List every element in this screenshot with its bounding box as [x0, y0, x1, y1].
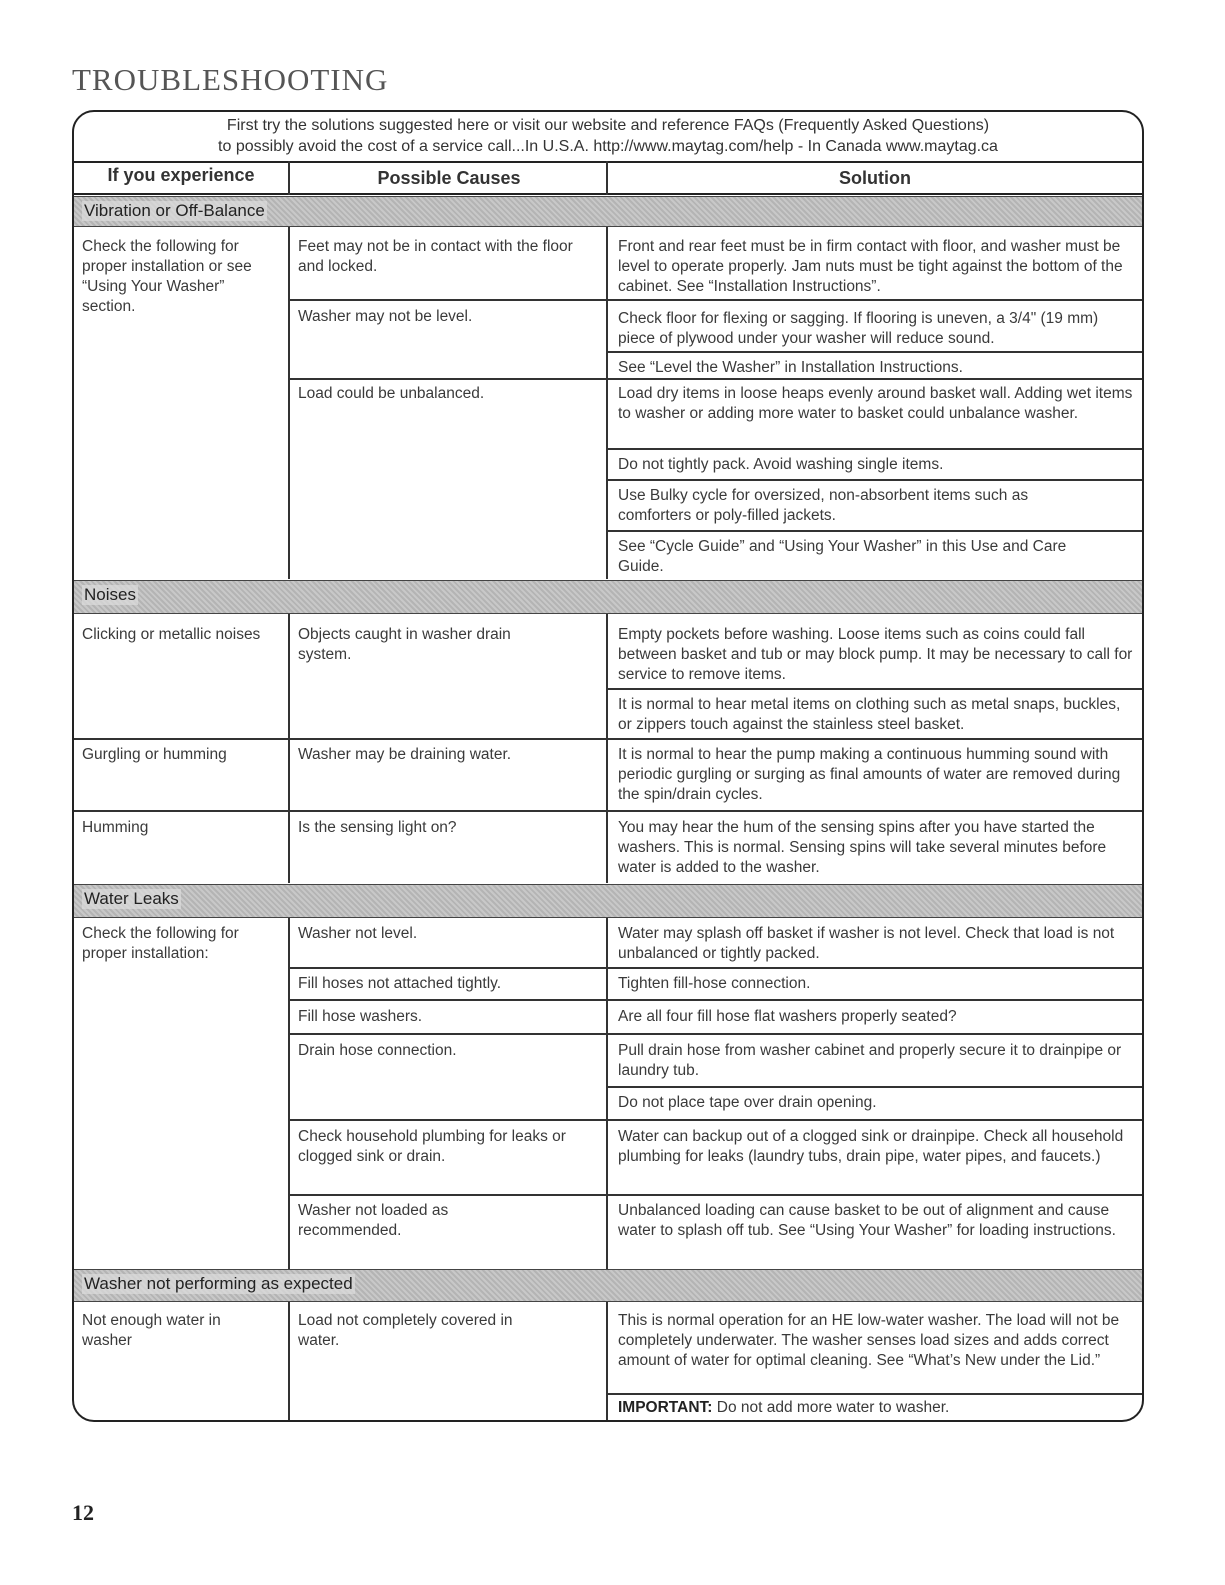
- important-text: Do not add more water to washer.: [712, 1399, 950, 1416]
- solution-cell: Water may splash off basket if washer is not level. Check that load is not unbalanced or tightly packed.: [618, 925, 1115, 962]
- page-number: 12: [72, 1500, 94, 1525]
- solution-cell: It is normal to hear metal items on clothing such as metal snaps, buckles, or zippers touch against the stainless steel basket.: [618, 696, 1121, 733]
- row-divider: [606, 351, 1142, 353]
- experience-cell: Not enough water in washer: [82, 1312, 221, 1349]
- row-divider: [288, 299, 606, 301]
- section-performance-label: Washer not performing as expected: [84, 1274, 353, 1293]
- row-divider: [74, 810, 1142, 812]
- important-note: [618, 1398, 1138, 1418]
- row-divider: [606, 530, 1142, 532]
- row-divider: [74, 738, 1142, 740]
- solution-cell: Empty pockets before washing. Loose items such as coins could fall between basket and tub or may block pump. It may be necessary to call for service to remove items.: [618, 626, 1133, 683]
- intro-text: [74, 115, 1142, 157]
- solution-cell: Tighten fill-hose connection.: [618, 975, 811, 992]
- solution-cell: Pull drain hose from washer cabinet and properly secure it to drainpipe or laundry tub.: [618, 1042, 1122, 1079]
- row-divider: [606, 479, 1142, 481]
- row-divider: [288, 1194, 1142, 1196]
- row-divider: [288, 1119, 1142, 1121]
- column-divider: [288, 161, 290, 195]
- cause-cell: Is the sensing light on?: [298, 819, 457, 836]
- intro-line-1: First try the solutions suggested here or visit our website and reference FAQs (Frequently Asked Questions): [226, 117, 990, 134]
- section-vibration-label: Vibration or Off-Balance: [84, 201, 265, 220]
- column-divider: [288, 918, 290, 1269]
- row-divider: [288, 999, 1142, 1001]
- column-divider: [606, 918, 608, 1269]
- cause-cell: Load not completely covered in water.: [298, 1312, 513, 1349]
- cause-cell: Fill hose washers.: [298, 1008, 423, 1025]
- cause-cell: Objects caught in washer drain system.: [298, 626, 511, 663]
- section-vibration: [74, 196, 1142, 227]
- column-divider: [288, 1302, 290, 1420]
- solution-cell: Do not place tape over drain opening.: [618, 1094, 877, 1111]
- row-divider: [606, 448, 1142, 450]
- experience-cell: Check the following for proper installation or see “Using Your Washer” section.: [82, 238, 252, 315]
- cause-cell: Washer may not be level.: [298, 308, 473, 325]
- column-divider: [606, 161, 608, 195]
- experience-cell: Humming: [82, 819, 149, 836]
- cause-cell: Washer not level.: [298, 925, 418, 942]
- row-divider: [606, 1086, 1142, 1088]
- row-divider: [606, 688, 1142, 690]
- column-divider: [606, 1302, 608, 1420]
- solution-cell: See “Level the Washer” in Installation Instructions.: [618, 359, 963, 376]
- section-water-leaks-label: Water Leaks: [84, 889, 179, 908]
- row-divider: [288, 378, 606, 380]
- section-noises: [74, 580, 1142, 614]
- column-divider: [606, 226, 608, 579]
- column-divider: [288, 226, 290, 579]
- solution-cell: It is normal to hear the pump making a continuous humming sound with periodic gurgling or surging as final amounts of water are removed during the spin/drain cycles.: [618, 746, 1121, 803]
- cause-cell: Washer may be draining water.: [298, 746, 512, 763]
- column-divider: [288, 614, 290, 883]
- header-solution: Solution: [839, 168, 911, 188]
- column-divider: [606, 614, 608, 883]
- cause-cell: Feet may not be in contact with the floor and locked.: [298, 238, 573, 275]
- page-title: TROUBLESHOOTING: [72, 62, 389, 97]
- solution-cell: Front and rear feet must be in firm contact with floor, and washer must be level to operate properly. Jam nuts must be tight against the bottom of the cabinet. See “Installation Instructions”.: [618, 238, 1123, 295]
- table-header: [74, 161, 1142, 195]
- solution-cell: Do not tightly pack. Avoid washing single items.: [618, 456, 944, 473]
- row-divider: [606, 299, 1142, 301]
- section-performance: [74, 1269, 1142, 1302]
- solution-cell: Unbalanced loading can cause basket to be out of alignment and cause water to splash off tub. See “Using Your Washer” for loading instructions.: [618, 1202, 1116, 1239]
- important-label: IMPORTANT:: [618, 1399, 713, 1416]
- row-divider: [288, 1033, 1142, 1035]
- cause-cell: Check household plumbing for leaks or clogged sink or drain.: [298, 1128, 566, 1165]
- header-causes: Possible Causes: [377, 168, 521, 188]
- intro-line-2: to possibly avoid the cost of a service call...In U.S.A. http://www.maytag.com/help - In Canada www.maytag.ca: [218, 138, 998, 155]
- solution-cell: Load dry items in loose heaps evenly around basket wall. Adding wet items to washer or adding more water to basket could unbalance washer.: [618, 385, 1133, 422]
- solution-cell: See “Cycle Guide” and “Using Your Washer” in this Use and Care Guide.: [618, 538, 1067, 575]
- cause-cell: Fill hoses not attached tightly.: [298, 975, 502, 992]
- cause-cell: Load could be unbalanced.: [298, 385, 485, 402]
- solution-cell: Are all four fill hose flat washers properly seated?: [618, 1008, 957, 1025]
- header-experience: If you experience: [107, 165, 255, 185]
- row-divider: [606, 1393, 1142, 1395]
- solution-cell: You may hear the hum of the sensing spins after you have started the washers. This is normal. Sensing spins will take several minutes before water is added to the washer.: [618, 819, 1107, 876]
- experience-cell: Check the following for proper installation:: [82, 925, 239, 962]
- solution-cell: Use Bulky cycle for oversized, non-absorbent items such as comforters or poly-filled jackets.: [618, 487, 1029, 524]
- section-water-leaks: [74, 884, 1142, 918]
- row-divider: [606, 378, 1142, 380]
- row-divider: [288, 967, 1142, 969]
- solution-cell: This is normal operation for an HE low-water washer. The load will not be completely underwater. The washer senses load sizes and adds correct amount of water for optimal cleaning. See “What’s New under the Lid.”: [618, 1312, 1120, 1369]
- experience-cell: Gurgling or humming: [82, 746, 227, 763]
- solution-cell: Check floor for flexing or sagging. If flooring is uneven, a 3/4" (19 mm) piece of plywood under your washer will reduce sound.: [618, 310, 1099, 347]
- section-noises-label: Noises: [84, 585, 136, 604]
- cause-cell: Washer not loaded as recommended.: [298, 1202, 449, 1239]
- experience-cell: Clicking or metallic noises: [82, 626, 261, 643]
- cause-cell: Drain hose connection.: [298, 1042, 457, 1059]
- solution-cell: Water can backup out of a clogged sink or drainpipe. Check all household plumbing for leaks (laundry tubs, drain pipe, water pipes, and faucets.): [618, 1128, 1124, 1165]
